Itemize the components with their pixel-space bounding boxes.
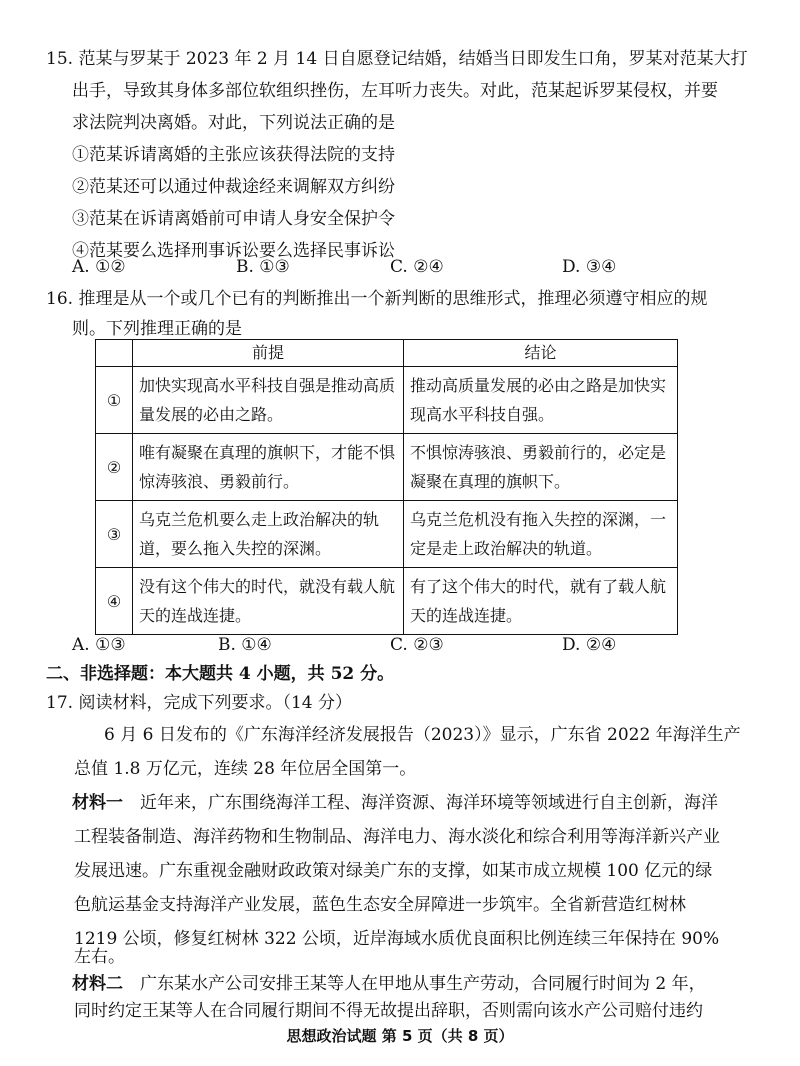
q17-intro-line-1: 6 月 6 日发布的《广东海洋经济发展报告（2023）》显示，广东省 2022 年海洋生产 — [104, 725, 741, 745]
q16-row-conclusion: 不惧惊涛骇浪、勇毅前行的，必定是凝聚在真理的旗帜下。 — [404, 434, 678, 501]
q16-row-premise: 乌克兰危机要么走上政治解决的轨道，要么拖入失控的深渊。 — [133, 501, 404, 568]
q16-option-c: C. ②③ — [390, 635, 444, 655]
q16-row-conclusion: 推动高质量发展的必由之路是加快实现高水平科技自强。 — [404, 367, 678, 434]
q16-row-number: ③ — [96, 501, 133, 568]
q15-stem-line-1: 15. 范某与罗某于 2023 年 2 月 14 日自愿登记结婚，结婚当日即发生口角，罗某对范某大打 — [46, 49, 748, 69]
q16-header-conclusion: 结论 — [404, 340, 678, 367]
q17-intro-line-2: 总值 1.8 万亿元，连续 28 年位居全国第一。 — [74, 759, 417, 779]
q16-row-conclusion: 有了这个伟大的时代，就有了载人航天的连战连捷。 — [404, 568, 678, 635]
q15-stem-line-3: 求法院判决离婚。对此，下列说法正确的是 — [72, 113, 395, 133]
q15-stem-line-2: 出手，导致其身体多部位软组织挫伤，左耳听力丧失。对此，范某起诉罗某侵权，并要 — [72, 81, 718, 101]
table-row — [96, 501, 678, 568]
material-1-line-6: 左右。 — [74, 947, 125, 967]
q16-stem-line-1: 16. 推理是从一个或几个已有的判断推出一个新判断的思维形式，推理必须遵守相应的规 — [46, 289, 708, 309]
q16-option-b: B. ①④ — [218, 635, 272, 655]
q16-row-number: ④ — [96, 568, 133, 635]
q16-row-conclusion: 乌克兰危机没有拖入失控的深渊，一定是走上政治解决的轨道。 — [404, 501, 678, 568]
q15-statement-4: ④范某要么选择刑事诉讼要么选择民事诉讼 — [72, 241, 395, 261]
material-1-label: 材料一 — [72, 793, 123, 813]
q16-row-premise: 加快实现高水平科技自强是推动高质量发展的必由之路。 — [133, 367, 404, 434]
q16-row-number: ① — [96, 367, 133, 434]
q16-table-header — [96, 340, 678, 367]
material-1-line-3: 发展迅速。广东重视金融财政政策对绿美广东的支撑，如某市成立规模 100 亿元的绿 — [74, 861, 713, 881]
material-2-line-1: 广东某水产公司安排王某等人在甲地从事生产劳动，合同履行时间为 2 年， — [140, 974, 706, 994]
q15-statement-2: ②范某还可以通过仲裁途经来调解双方纠纷 — [72, 177, 395, 197]
section-2-heading: 二、非选择题：本大题共 4 小题，共 52 分。 — [46, 664, 395, 684]
q16-header-premise: 前提 — [133, 340, 404, 367]
table-row — [96, 434, 678, 501]
q16-table — [95, 339, 678, 635]
q16-row-number: ② — [96, 434, 133, 501]
q16-row-premise: 没有这个伟大的时代，就没有载人航天的连战连捷。 — [133, 568, 404, 635]
material-2-label: 材料二 — [72, 974, 123, 994]
q15-option-b: B. ①③ — [236, 257, 290, 277]
q16-row-premise: 唯有凝聚在真理的旗帜下，才能不惧惊涛骇浪、勇毅前行。 — [133, 434, 404, 501]
q16-option-d: D. ②④ — [562, 635, 617, 655]
material-1-line-5: 1219 公顷，修复红树林 322 公顷，近岸海域水质优良面积比例连续三年保持在 90% — [74, 929, 720, 949]
table-row — [96, 568, 678, 635]
q15-option-c: C. ②④ — [390, 257, 444, 277]
page-footer: 思想政治试题 第 5 页（共 8 页） — [286, 1027, 514, 1045]
q15-option-a: A. ①② — [72, 257, 126, 277]
material-1-line-4: 色航运基金支持海洋产业发展，蓝色生态安全屏障进一步筑牢。全省新营造红树林 — [74, 895, 686, 915]
q15-statement-1: ①范某诉请离婚的主张应该获得法院的支持 — [72, 145, 395, 165]
material-2-line-2: 同时约定王某等人在合同履行期间不得无故提出辞职，否则需向该水产公司赔付违约 — [74, 1001, 703, 1021]
q17-stem: 17. 阅读材料，完成下列要求。（14 分） — [46, 693, 352, 713]
q15-statement-3: ③范某在诉请离婚前可申请人身安全保护令 — [72, 209, 395, 229]
material-1-line-1: 近年来，广东围绕海洋工程、海洋资源、海洋环境等领域进行自主创新，海洋 — [140, 793, 718, 813]
q15-option-d: D. ③④ — [562, 257, 617, 277]
q16-option-a: A. ①③ — [72, 635, 126, 655]
table-row — [96, 367, 678, 434]
q16-stem-line-2: 则。下列推理正确的是 — [72, 319, 242, 339]
q16-header-empty — [96, 340, 133, 367]
material-1-line-2: 工程装备制造、海洋药物和生物制品、海洋电力、海水淡化和综合利用等海洋新兴产业 — [74, 827, 720, 847]
